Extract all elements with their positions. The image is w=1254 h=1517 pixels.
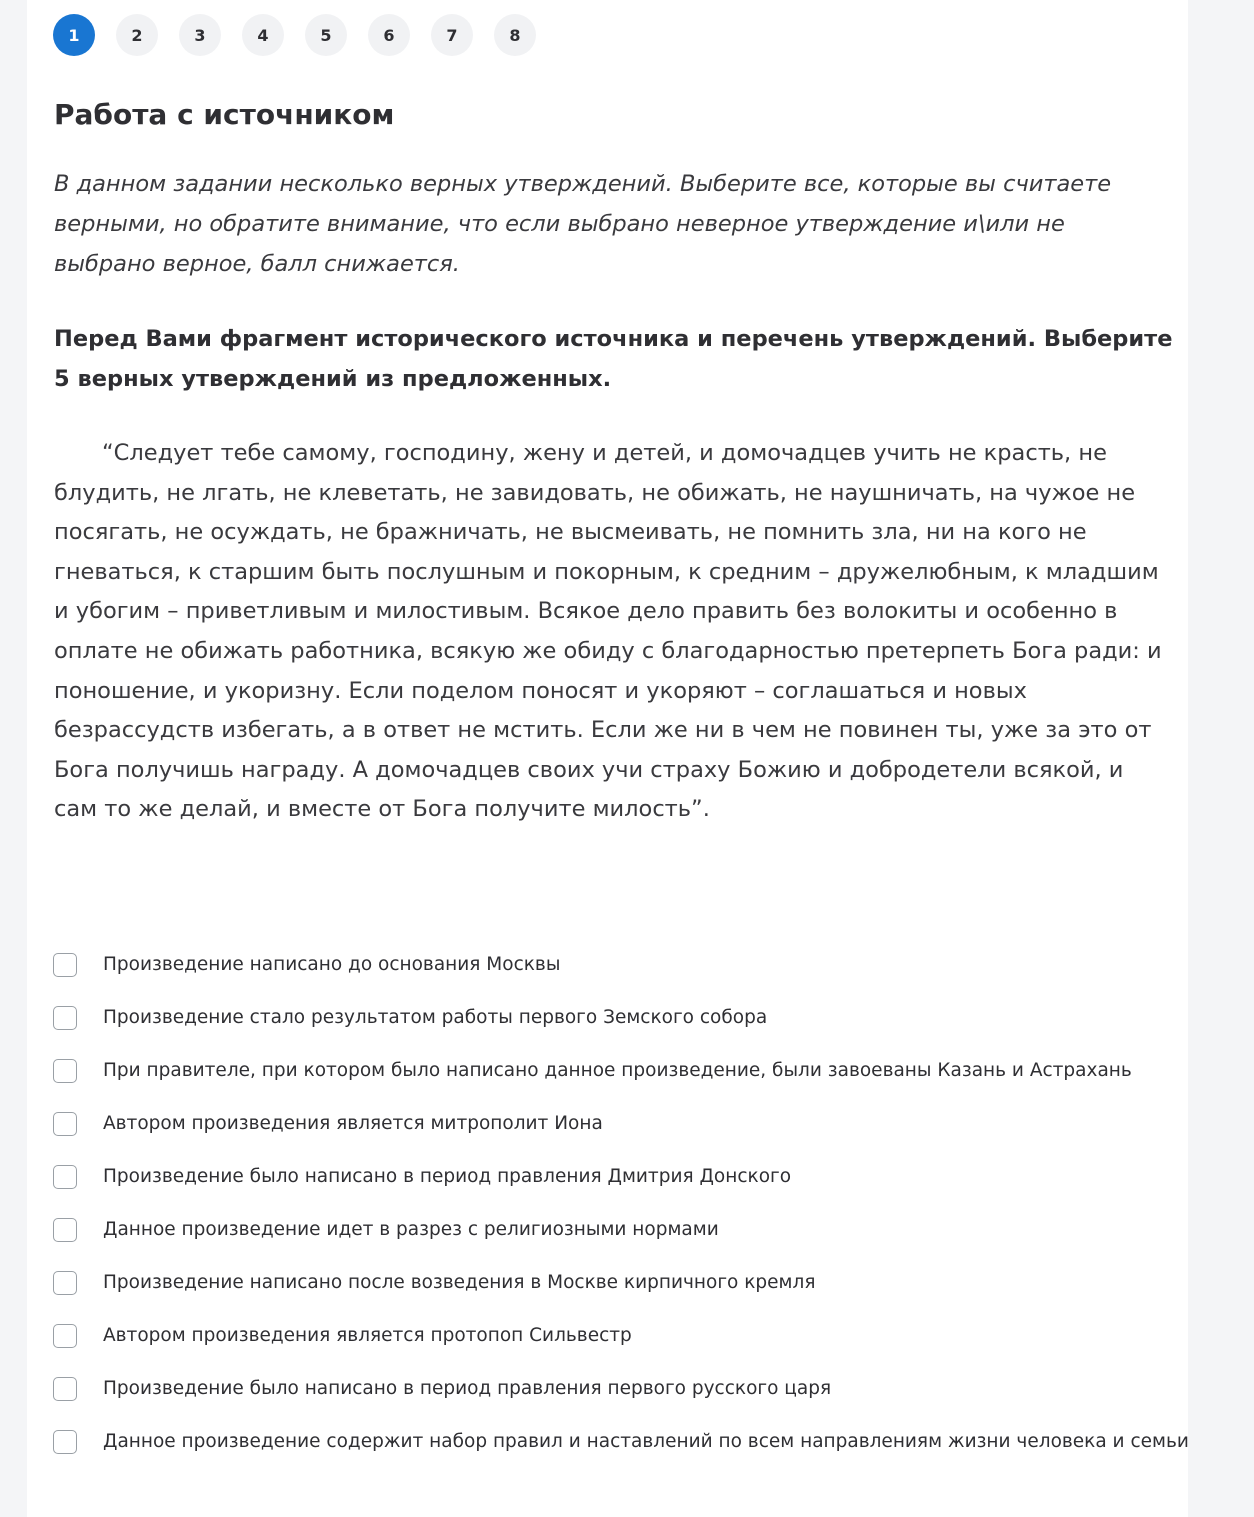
checkbox[interactable] <box>53 1218 77 1242</box>
option-label: Произведение было написано в период правления первого русского царя <box>103 1378 832 1399</box>
step-8-button[interactable]: 8 <box>494 14 536 56</box>
task-title: Работа с источником <box>54 98 395 131</box>
answer-options <box>53 938 1189 1468</box>
option-label: Автором произведения является митрополит Иона <box>103 1113 603 1134</box>
checkbox[interactable] <box>53 1377 77 1401</box>
checkbox[interactable] <box>53 1112 77 1136</box>
option-label: Данное произведение идет в разрез с религиозными нормами <box>103 1219 719 1240</box>
option-7[interactable] <box>53 1256 1189 1309</box>
option-label: Произведение стало результатом работы первого Земского собора <box>103 1007 768 1028</box>
option-label: Произведение написано после возведения в Москве кирпичного кремля <box>103 1272 816 1293</box>
step-4-button[interactable]: 4 <box>242 14 284 56</box>
option-1[interactable] <box>53 938 1189 991</box>
option-2[interactable] <box>53 991 1189 1044</box>
option-10[interactable] <box>53 1415 1189 1468</box>
option-label: Автором произведения является протопоп Сильвестр <box>103 1325 632 1346</box>
checkbox[interactable] <box>53 1430 77 1454</box>
checkbox[interactable] <box>53 1271 77 1295</box>
checkbox[interactable] <box>53 953 77 977</box>
step-navigation <box>53 14 536 56</box>
step-6-button[interactable]: 6 <box>368 14 410 56</box>
checkbox[interactable] <box>53 1324 77 1348</box>
step-2-button[interactable]: 2 <box>116 14 158 56</box>
option-6[interactable] <box>53 1203 1189 1256</box>
checkbox[interactable] <box>53 1165 77 1189</box>
option-3[interactable] <box>53 1044 1189 1097</box>
step-5-button[interactable]: 5 <box>305 14 347 56</box>
checkbox[interactable] <box>53 1006 77 1030</box>
task-instruction: Перед Вами фрагмент исторического источника и перечень утверждений. Выберите 5 верных утверждений из предложенных. <box>54 326 1173 392</box>
option-label: Произведение было написано в период правления Дмитрия Донского <box>103 1166 792 1187</box>
source-text: “Следует тебе самому, господину, жену и детей, и домочадцев учить не красть, не блудить, не лгать, не клеветать, не завидовать, не обижать, не наушничать, на чужое не посягать, не осуждать, не бражничать, не высмеивать, не помнить зла, ни на кого не гневаться, к старшим быть послушным и покорным, к средним – дружелюбным, к младшим и убогим – приветливым и милостивым. Всякое дело править без волокиты и особенно в оплате не обижать работника, всякую же обиду с благодарностью претерпеть Бога ради: и поношение, и укоризну. Если поделом поносят и укоряют – соглашаться и новых безрассудств избегать, а в ответ не мстить. Если же ни в чем не повинен ты, уже за это от Бога получишь награду. А домочадцев своих учи страху Божию и добродетели всякой, и сам то же делай, и вместе от Бога получите милость”. <box>54 440 1162 823</box>
checkbox[interactable] <box>53 1059 77 1083</box>
step-3-button[interactable]: 3 <box>179 14 221 56</box>
step-1-button[interactable]: 1 <box>53 14 95 56</box>
option-4[interactable] <box>53 1097 1189 1150</box>
step-7-button[interactable]: 7 <box>431 14 473 56</box>
option-label: Данное произведение содержит набор правил и наставлений по всем направлениям жизни человека и семьи <box>103 1431 1189 1452</box>
option-8[interactable] <box>53 1309 1189 1362</box>
option-label: Произведение написано до основания Москвы <box>103 954 561 975</box>
option-9[interactable] <box>53 1362 1189 1415</box>
option-5[interactable] <box>53 1150 1189 1203</box>
option-label: При правителе, при котором было написано данное произведение, были завоеваны Казань и Астрахань <box>103 1060 1132 1081</box>
task-card <box>27 0 1188 1517</box>
task-note: В данном задании несколько верных утверждений. Выберите все, которые вы считаете верными, но обратите внимание, что если выбрано неверное утверждение и\или не выбрано верное, балл снижается. <box>54 171 1112 277</box>
